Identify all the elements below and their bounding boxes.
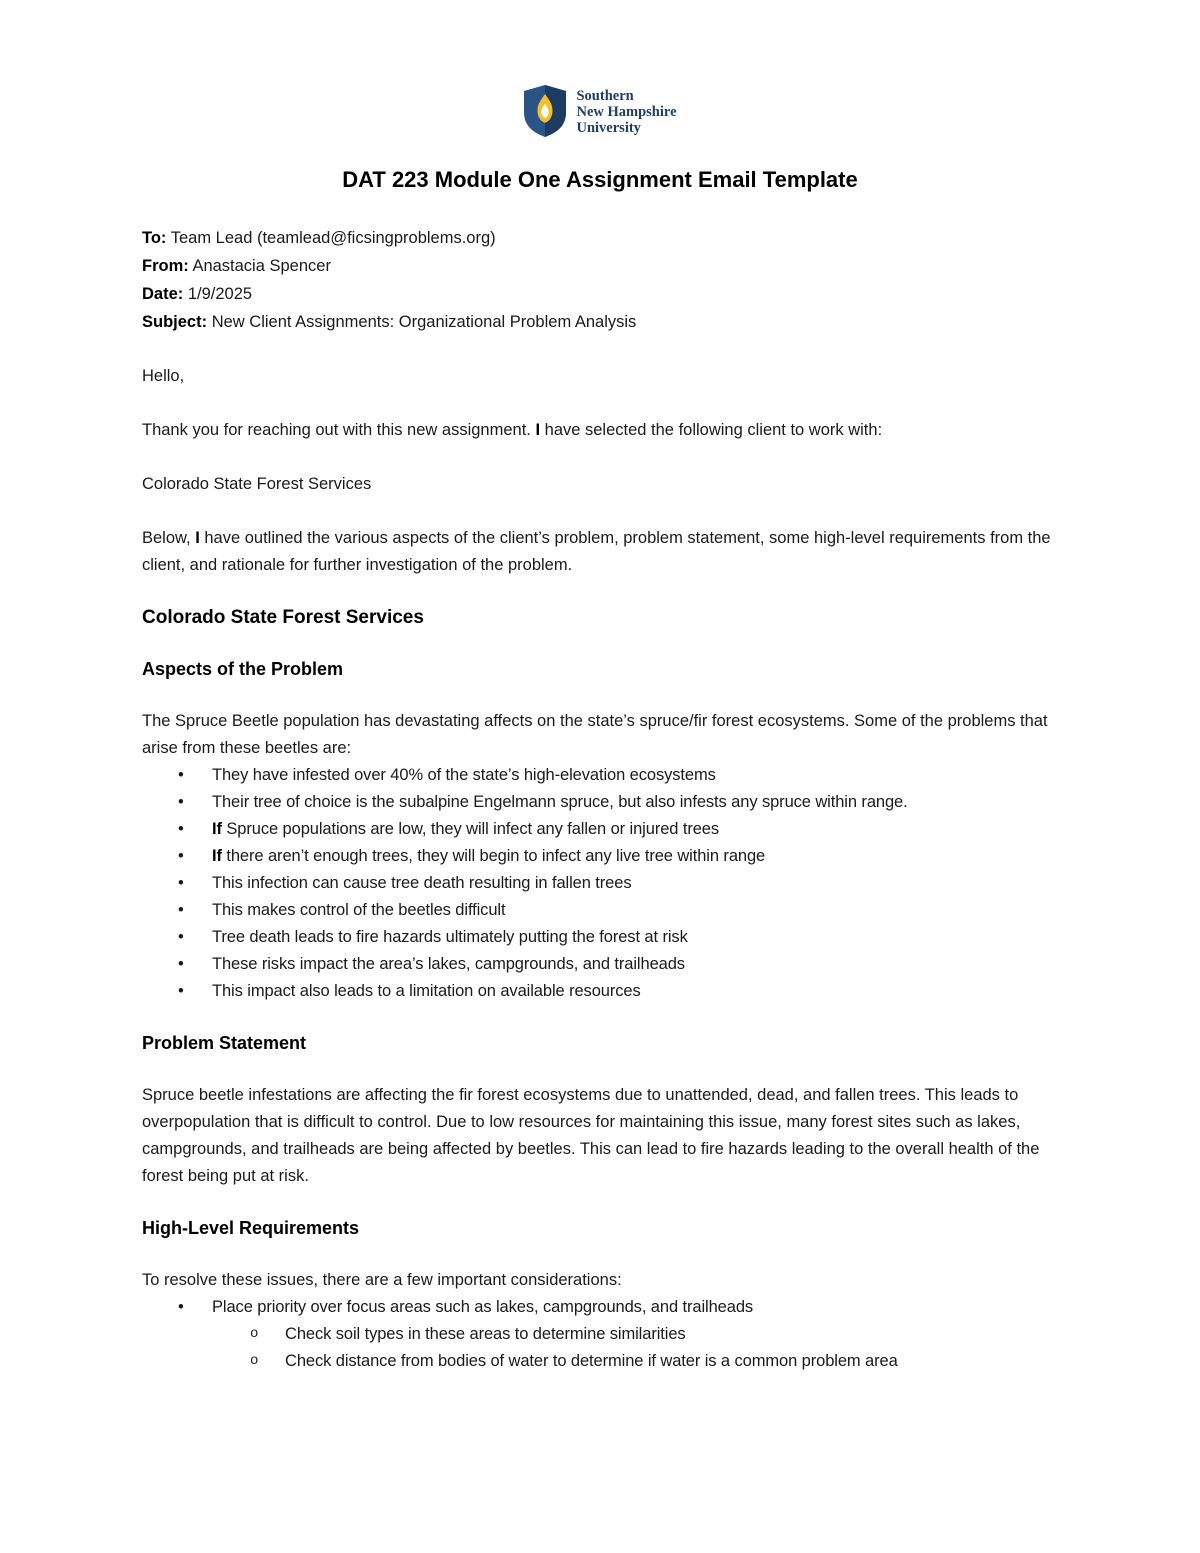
email-header [142,224,1058,336]
to-label: To: [142,229,167,247]
email-date-line [142,280,1058,308]
email-subject-line [142,308,1058,336]
email-to-line [142,224,1058,252]
bullet-item [142,978,1058,1005]
bullet-text: there aren’t enough trees, they will begin to infect any live tree within range [221,847,766,865]
subject-value: New Client Assignments: Organizational Problem Analysis [211,313,637,331]
problem-statement-text: Spruce beetle infestations are affecting the fir forest ecosystems due to unattended, dead, and fallen trees. This leads to overpopulation that is difficult to control. Due to low resources for maintaining this issue, many forest sites such as lakes, campgrounds, and trailheads are being affected by beetles. This can lead to fire hazards leading to the overall health of the forest being put at risk. [142,1086,1040,1185]
bullet-text: These risks impact the area’s lakes, campgrounds, and trailheads [212,955,685,973]
requirements-bullet-list [142,1294,1058,1375]
outline-text-bold: I [195,529,200,547]
email-from-line [142,252,1058,280]
bullet-item [142,870,1058,897]
snhu-logo [142,84,1058,138]
sub-bullet-item [142,1321,1058,1348]
sub-bullet-text: Check soil types in these areas to determine similarities [285,1325,686,1343]
bullet-text: Spruce populations are low, they will infect any fallen or injured trees [221,820,720,838]
sub-bullet-text: Check distance from bodies of water to determine if water is a common problem area [285,1352,898,1370]
bullet-item [142,951,1058,978]
bullet-item [142,762,1058,789]
logo-line-2: New Hampshire [576,104,677,120]
logo-line-3: University [576,120,641,136]
date-value: 1/9/2025 [187,285,253,303]
snhu-shield-icon [523,84,567,138]
bullet-item [142,816,1058,843]
bullet-text: Tree death leads to fire hazards ultimately putting the forest at risk [212,928,688,946]
requirements-heading: High-Level Requirements [142,1218,360,1238]
outline-paragraph [142,525,1058,579]
bullet-item [142,924,1058,951]
outline-text-post: have outlined the various aspects of the client’s problem, problem statement, some high-level requirements from the client, and rationale for further investigation of the problem. [142,529,1051,574]
subject-label: Subject: [142,313,208,331]
bullet-text: This makes control of the beetles difficult [212,901,506,919]
bullet-text: Place priority over focus areas such as lakes, campgrounds, and trailheads [212,1298,754,1316]
bullet-bold: If [212,820,222,838]
document-title: DAT 223 Module One Assignment Email Template [342,167,858,192]
from-value: Anastacia Spencer [192,257,331,275]
client-section-heading: Colorado State Forest Services [142,607,424,628]
requirements-intro: To resolve these issues, there are a few important considerations: [142,1271,622,1289]
problem-statement-heading: Problem Statement [142,1033,307,1053]
bullet-item [142,843,1058,870]
aspects-heading: Aspects of the Problem [142,659,344,679]
bullet-bold: If [212,847,222,865]
bullet-text: They have infested over 40% of the state’s high-elevation ecosystems [212,766,716,784]
sub-bullet-item [142,1348,1058,1375]
bullet-item [142,897,1058,924]
greeting-line: Hello, [142,367,185,385]
from-label: From: [142,257,189,275]
aspects-bullet-list [142,762,1058,1005]
snhu-wordmark [576,84,676,136]
bullet-text: This impact also leads to a limitation on available resources [212,982,641,1000]
bullet-text: This infection can cause tree death resulting in fallen trees [212,874,632,892]
intro-text-pre: Thank you for reaching out with this new assignment. [142,421,536,439]
date-label: Date: [142,285,184,303]
bullet-item [142,1294,1058,1321]
aspects-intro: The Spruce Beetle population has devastating affects on the state’s spruce/fir forest ecosystems. Some of the problems that arise from these beetles are: [142,712,1048,757]
logo-line-1: Southern [576,88,634,104]
intro-paragraph [142,417,1058,444]
intro-text-bold: I [535,421,541,439]
client-name-line: Colorado State Forest Services [142,475,372,493]
to-value: Team Lead (teamlead@ficsingproblems.org) [170,229,496,247]
intro-text-post: have selected the following client to work with: [540,421,883,439]
outline-text-pre: Below, [142,529,196,547]
bullet-text: Their tree of choice is the subalpine Engelmann spruce, but also infests any spruce within range. [212,793,908,811]
bullet-item [142,789,1058,816]
